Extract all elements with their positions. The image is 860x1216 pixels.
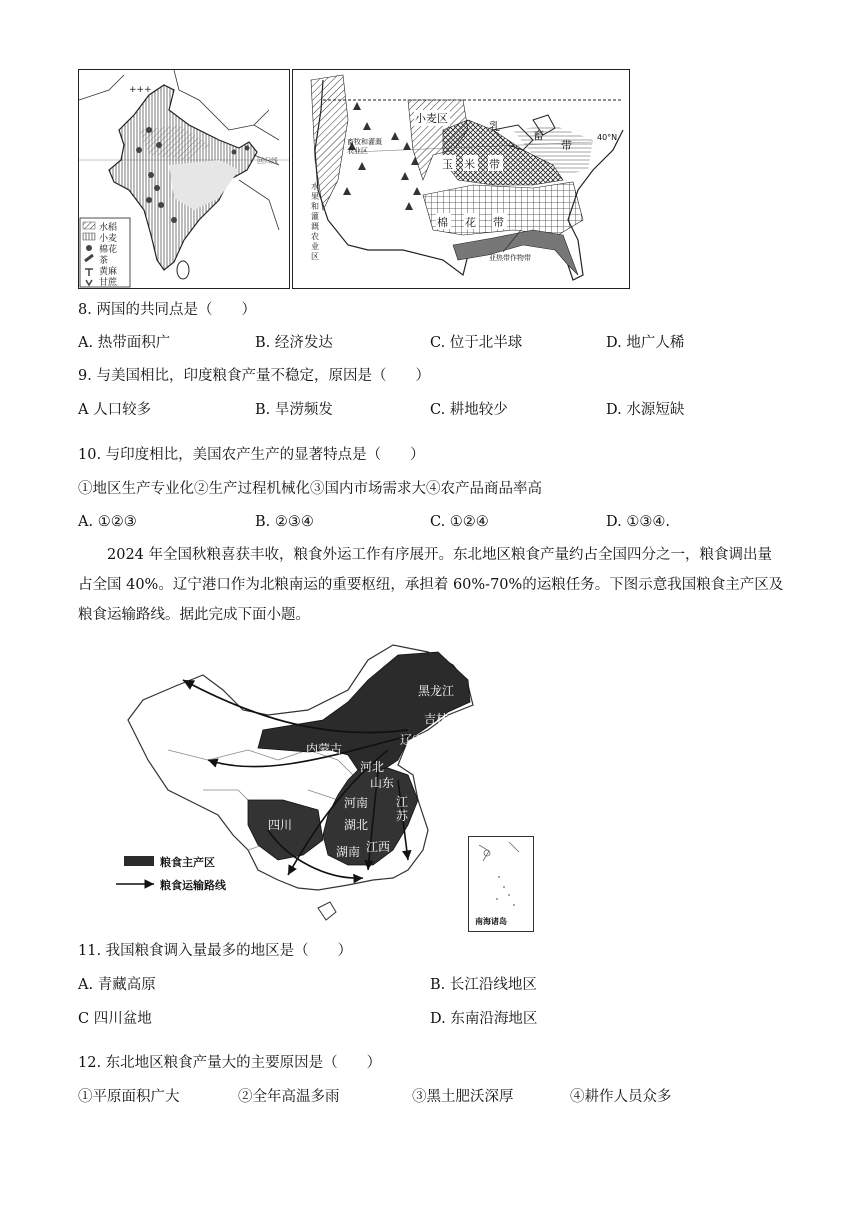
province-jilin: 吉林	[424, 712, 449, 726]
q12-statement-3: ③黑土肥沃深厚	[412, 1089, 514, 1105]
us-dairy-label-2: 畜	[533, 129, 544, 142]
india-map-drawing	[79, 70, 289, 288]
us-corn-label-3: 带	[489, 158, 500, 171]
province-shandong: 山东	[370, 776, 395, 790]
legend-route: 粮食运输路线	[160, 879, 226, 892]
q8-option-b[interactable]: B. 经济发达	[255, 335, 333, 351]
us-corn-label-1: 玉	[442, 158, 453, 171]
province-sichuan: 四川	[268, 818, 293, 832]
q10-option-b[interactable]: B. ②③④	[255, 514, 314, 530]
q8-stem: 8. 两国的共同点是（ ）	[78, 302, 256, 318]
india-legend-sugarcane: 甘蔗	[99, 278, 118, 288]
india-legend-jute: 黄麻	[99, 267, 118, 277]
q12-stem: 12. 东北地区粮食产量大的主要原因是（ ）	[78, 1055, 382, 1071]
us-dairy-label-1: 乳	[489, 120, 500, 133]
legend-main-area: 粮食主产区	[160, 856, 215, 869]
q12-statement-2: ②全年高温多雨	[238, 1089, 340, 1105]
province-hunan: 湖南	[336, 845, 361, 859]
india-map	[78, 69, 290, 289]
province-henan: 河南	[344, 796, 369, 810]
province-jiangsu: 江苏	[396, 795, 409, 823]
q11-option-a[interactable]: A. 青藏高原	[78, 977, 156, 993]
india-legend-rice: 水稻	[99, 223, 118, 233]
q10-option-c[interactable]: C. ①②④	[430, 514, 489, 530]
svg-text:+++: +++	[129, 85, 152, 95]
us-dairy-label-3: 带	[561, 139, 572, 152]
us-wheat-label: 小麦区	[415, 112, 448, 125]
q9-option-b[interactable]: B. 旱涝频发	[255, 402, 333, 418]
q9-option-c[interactable]: C. 耕地较少	[430, 402, 508, 418]
q11-stem: 11. 我国粮食调入量最多的地区是（ ）	[78, 943, 353, 959]
q9-option-a[interactable]: A 人口较多	[78, 402, 152, 418]
us-map	[292, 69, 630, 289]
q9-option-d[interactable]: D. 水源短缺	[606, 402, 685, 418]
inset-label: 南海诸岛	[475, 917, 507, 926]
passage: 2024 年全国秋粮喜获丰收，粮食外运工作有序展开。东北地区粮食产量约占全国四分之一，粮食调出量占全国 40%。辽宁港口作为北粮南运的重要枢纽，承担着 60%-70%的运粮任务。下图示意我国粮食主产区及粮食运输路线。据此完成下面小题。	[78, 547, 784, 623]
q11-option-b[interactable]: B. 长江沿线地区	[430, 977, 537, 993]
q10-option-a[interactable]: A. ①②③	[78, 514, 137, 530]
us-ranch-label: 畜牧和灌溉农业区	[347, 138, 382, 155]
province-jiangxi: 江西	[366, 840, 391, 854]
us-map-drawing	[293, 70, 629, 288]
us-subtropical-label: 亚热带作物带	[489, 254, 531, 262]
q10-option-d[interactable]: D. ①③④.	[606, 514, 670, 530]
q8-option-d[interactable]: D. 地广人稀	[606, 335, 685, 351]
q10-stem: 10. 与印度相比，美国农产生产的显著特点是（ ）	[78, 447, 425, 463]
south-china-sea-inset	[468, 836, 534, 932]
us-corn-label-2: 米	[464, 158, 475, 171]
us-cotton-label-1: 棉	[437, 216, 448, 229]
us-cotton-label-3: 带	[493, 216, 504, 229]
province-heilongjiang: 黑龙江	[418, 684, 455, 698]
q9-stem: 9. 与美国相比，印度粮食产量不稳定，原因是（ ）	[78, 368, 430, 384]
province-hebei: 河北	[360, 760, 385, 774]
us-lat-label: 40°N	[597, 133, 618, 142]
india-legend-wheat: 小麦	[99, 234, 118, 244]
province-hubei: 湖北	[344, 818, 369, 832]
q11-option-c[interactable]: C 四川盆地	[78, 1011, 152, 1027]
us-fruit-label: 水果和灌溉农业区	[311, 182, 319, 261]
q11-option-d[interactable]: D. 东南沿海地区	[430, 1011, 538, 1027]
india-legend-cotton: 棉花	[99, 245, 118, 255]
india-line-label: 回归线	[257, 157, 278, 165]
us-cotton-label-2: 花	[465, 216, 476, 229]
q12-statement-4: ④耕作人员众多	[570, 1089, 672, 1105]
q10-statements: ①地区生产专业化②生产过程机械化③国内市场需求大④农产品商品率高	[78, 481, 542, 497]
q12-statement-1: ①平原面积广大	[78, 1089, 180, 1105]
q8-option-a[interactable]: A. 热带面积广	[78, 335, 171, 351]
india-legend-tea: 茶	[99, 256, 109, 266]
q8-option-c[interactable]: C. 位于北半球	[430, 335, 523, 351]
province-liaoning: 辽宁	[400, 733, 425, 747]
province-neimenggu: 内蒙古	[306, 742, 343, 756]
